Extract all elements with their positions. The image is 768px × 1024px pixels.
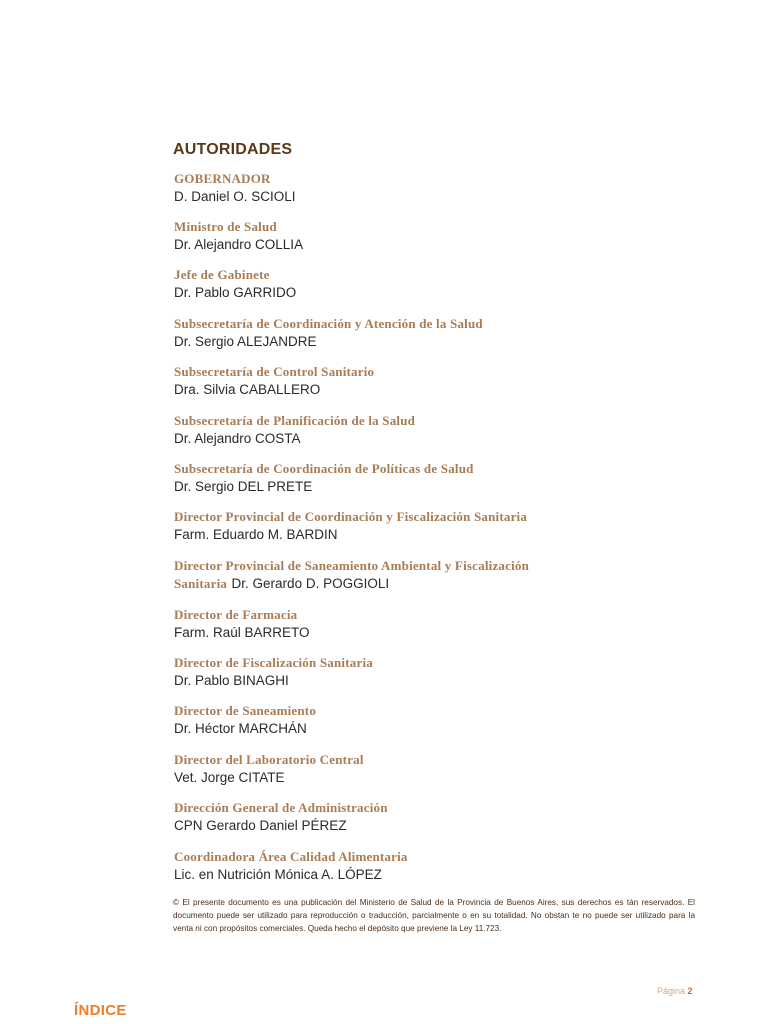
- authority-role: Ministro de Salud: [174, 219, 277, 234]
- authority-role: GOBERNADOR: [174, 171, 271, 186]
- page-heading: AUTORIDADES: [173, 141, 293, 158]
- authority-name: Vet. Jorge CITATE: [174, 770, 285, 785]
- authority-role: Director de Saneamiento: [174, 703, 317, 718]
- authority-name: Farm. Raúl BARRETO: [174, 625, 310, 640]
- authority-name: Dr. Pablo GARRIDO: [174, 285, 297, 300]
- authority-name: Dr. Gerardo D. POGGIOLI: [231, 576, 390, 591]
- authority-name: Dr. Héctor MARCHÁN: [174, 721, 307, 736]
- authority-entry: [174, 751, 364, 787]
- authority-role: Dirección General de Administración: [174, 800, 388, 815]
- authority-entry: [174, 170, 296, 206]
- authority-role: Jefe de Gabinete: [174, 267, 270, 282]
- authority-entry: [174, 412, 415, 448]
- authority-entry: [174, 606, 310, 642]
- authority-role: Subsecretaría de Coordinación de Políticas de Salud: [174, 461, 474, 476]
- page-number-value: 2: [687, 986, 693, 996]
- authority-role: Director de Farmacia: [174, 607, 298, 622]
- authority-role: Subsecretaría de Control Sanitario: [174, 364, 375, 379]
- authority-name: Dr. Pablo BINAGHI: [174, 673, 289, 688]
- authority-entry: [174, 218, 303, 254]
- authority-entry: [174, 460, 474, 496]
- authority-name: Lic. en Nutrición Mónica A. LÓPEZ: [174, 867, 382, 882]
- authority-role: Coordinadora Área Calidad Alimentaria: [174, 849, 408, 864]
- authority-entry: [174, 315, 483, 351]
- authority-name: Farm. Eduardo M. BARDIN: [174, 527, 338, 542]
- authority-entry: [174, 702, 316, 738]
- page-number: [657, 986, 693, 996]
- legal-notice: © El presente documento es una publicación del Ministerio de Salud de la Provincia de Buenos Aires, sus derechos es tán reservados. El documento puede ser utilizado para reproducción o traducción, parcialmente o en su totalidad. No obstan te no puede ser utilizado para la venta ni con propósitos comerciales. Queda hecho el depósito que previene la Ley 11.723.: [173, 898, 695, 933]
- authority-role: Director del Laboratorio Central: [174, 752, 364, 767]
- authority-name: Dr. Alejandro COSTA: [174, 431, 301, 446]
- page-label: Página: [657, 986, 686, 996]
- authority-entry: [174, 557, 574, 593]
- authority-name: Dr. Sergio ALEJANDRE: [174, 334, 317, 349]
- authority-name: Dr. Alejandro COLLIA: [174, 237, 304, 252]
- authority-name: Dra. Silvia CABALLERO: [174, 382, 321, 397]
- authority-entry: [174, 848, 408, 884]
- authority-role: Director de Fiscalización Sanitaria: [174, 655, 373, 670]
- index-link[interactable]: ÍNDICE: [74, 1002, 127, 1019]
- authority-name: CPN Gerardo Daniel PÉREZ: [174, 818, 347, 833]
- authority-entry: [174, 654, 373, 690]
- authority-entry: [174, 508, 527, 544]
- authority-role: Director Provincial de Saneamiento Ambiental y Fiscalización Sanitaria: [174, 558, 530, 591]
- authority-role: Subsecretaría de Planificación de la Salud: [174, 413, 416, 428]
- authority-name: Dr. Sergio DEL PRETE: [174, 479, 313, 494]
- authority-name: D. Daniel O. SCIOLI: [174, 189, 296, 204]
- authority-entry: [174, 799, 388, 835]
- authority-role: Subsecretaría de Coordinación y Atención de la Salud: [174, 316, 483, 331]
- authority-entry: [174, 363, 374, 399]
- authority-entry: [174, 266, 296, 302]
- authority-role: Director Provincial de Coordinación y Fiscalización Sanitaria: [174, 509, 528, 524]
